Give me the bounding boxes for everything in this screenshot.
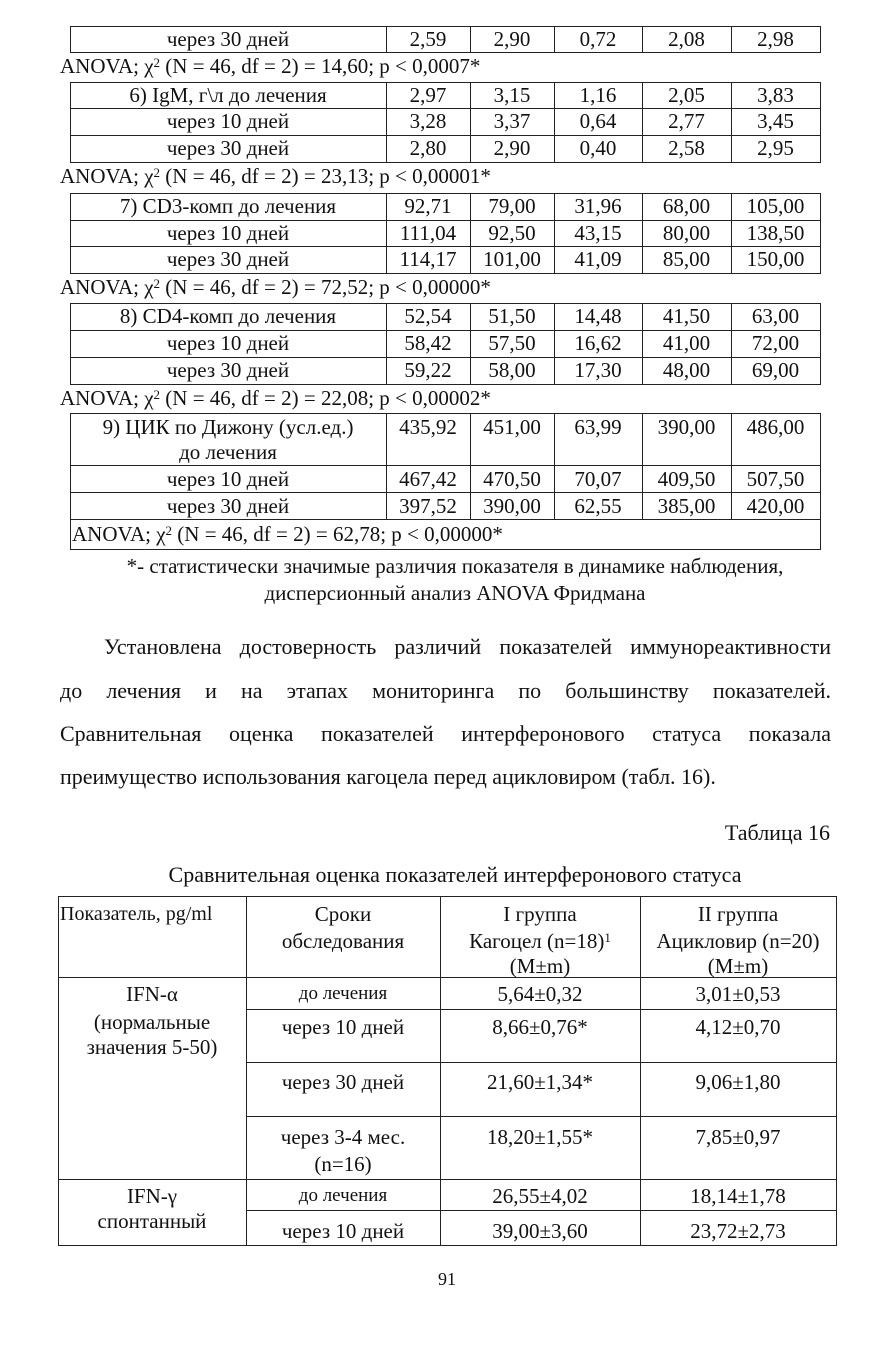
table-cell: 41,50: [662, 304, 711, 328]
table-cell: 63,99: [574, 415, 622, 439]
row-label: через 30 дней: [166, 358, 290, 382]
table-cell: 41,09: [574, 247, 622, 271]
table-cell: 0,64: [579, 109, 617, 133]
table-cell: 2,80: [409, 136, 447, 160]
table-cell: 467,42: [399, 467, 457, 491]
table-cell: 48,00: [662, 358, 711, 382]
table-cell: 2,05: [668, 83, 705, 107]
table-cell: 58,42: [404, 331, 452, 355]
table-cell: 59,22: [404, 358, 452, 382]
anova-result-3: ANOVA; $\chi^2$ (N = 46, df = 2) = 72,52; p < 0,00000*: [60, 275, 491, 299]
table-cell: 41,00: [662, 331, 711, 355]
term-cell: до лечения: [298, 1185, 388, 1206]
header-group2-drug: Ацикловир (n=20): [656, 929, 820, 953]
term-cell: через 10 дней: [281, 1015, 405, 1039]
row-label: через 10 дней: [166, 467, 290, 491]
table-cell: 435,92: [399, 415, 457, 439]
table-cell: 2,95: [757, 136, 794, 160]
table-cell: 43,15: [574, 221, 622, 245]
header-group2-stat: (M±m): [707, 954, 769, 978]
table-cell: 2,98: [757, 27, 794, 51]
table-cell: 451,00: [483, 415, 541, 439]
table-cell: 2,77: [668, 109, 705, 133]
row-label: через 10 дней: [166, 221, 290, 245]
table-cell: 390,00: [657, 415, 716, 439]
table-cell: 507,50: [746, 467, 805, 491]
group2-cell: 3,01±0,53: [695, 982, 781, 1006]
table-cell: 3,83: [757, 83, 794, 107]
table-cell: 470,50: [483, 467, 541, 491]
header-indicator: Показатель, pg/ml: [60, 903, 213, 925]
table-cell: 101,00: [483, 247, 541, 271]
header-group1: I группа: [503, 902, 577, 926]
anova-result-2: ANOVA; $\chi^2$ (N = 46, df = 2) = 23,13; p < 0,00001*: [60, 164, 491, 188]
table-cell: 51,50: [488, 304, 536, 328]
anova-result-1: ANOVA; $\chi^2$ (N = 46, df = 2) = 14,60; p < 0,0007*: [60, 54, 481, 78]
paragraph-line1: Установлена достоверность различий показателей иммунореактивности: [104, 634, 831, 659]
term-cell: (n=16): [314, 1152, 372, 1176]
row-label: 9) ЦИК по Дижону (усл.ед.): [102, 415, 354, 439]
table-cell: 1,16: [579, 83, 617, 107]
row-label: 8) CD4-комп до лечения: [119, 304, 337, 328]
paragraph-line4: преимущество использования кагоцела перед ацикловиром (табл. 16).: [60, 764, 716, 789]
group2-cell: 4,12±0,70: [695, 1015, 781, 1039]
table-cell: 62,55: [574, 494, 622, 518]
table-cell: 114,17: [399, 247, 457, 271]
anova-result-4: ANOVA; $\chi^2$ (N = 46, df = 2) = 22,08; p < 0,00002*: [60, 386, 491, 410]
paragraph-line3: Сравнительная оценка показателей интерферонового статуса показала: [60, 721, 831, 746]
table-cell: 3,28: [409, 109, 447, 133]
table-cell: 58,00: [488, 358, 536, 382]
group1-cell: 8,66±0,76*: [492, 1015, 588, 1039]
table-cell: 0,40: [579, 136, 617, 160]
group2-cell: 9,06±1,80: [695, 1070, 781, 1094]
term-cell: через 10 дней: [281, 1219, 405, 1243]
table-cell: 3,37: [493, 109, 531, 133]
table-cell: 390,00: [483, 494, 541, 518]
table-cell: 79,00: [488, 194, 536, 218]
row-label: через 30 дней: [166, 494, 290, 518]
table-cell: 138,50: [746, 221, 805, 245]
ifn-alpha-note: значения 5-50): [86, 1035, 218, 1059]
row-label: 7) CD3-комп до лечения: [119, 194, 337, 218]
table-cell: 105,00: [746, 194, 805, 218]
table-cell: 397,52: [399, 494, 457, 518]
group1-cell: 26,55±4,02: [492, 1184, 588, 1208]
page-number: 91: [438, 1269, 456, 1289]
ifn-gamma-note: спонтанный: [97, 1209, 207, 1233]
paragraph-line2: до лечения и на этапах мониторинга по большинству показателей.: [60, 678, 831, 703]
ifn-gamma-label: IFN-γ: [126, 1184, 178, 1208]
table-cell: 409,50: [657, 467, 716, 491]
header-group1-stat: (M±m): [509, 954, 571, 978]
anova-result-5: ANOVA; $\chi^2$ (N = 46, df = 2) = 62,78; p < 0,00000*: [72, 522, 503, 546]
header-term: обследования: [281, 929, 405, 953]
table-cell: 2,59: [409, 27, 447, 51]
table-cell: 14,48: [574, 304, 622, 328]
table-cell: 150,00: [746, 247, 805, 271]
ifn-alpha-note: (нормальные: [93, 1010, 211, 1034]
row-label: через 30 дней: [166, 27, 290, 51]
table-cell: 70,07: [574, 467, 622, 491]
group1-cell: 39,00±3,60: [492, 1219, 588, 1243]
term-cell: через 30 дней: [281, 1070, 405, 1094]
table-cell: 2,58: [668, 136, 705, 160]
table-cell: 420,00: [746, 494, 805, 518]
table-cell: 17,30: [574, 358, 622, 382]
table-cell: 72,00: [751, 331, 800, 355]
table-cell: 2,90: [493, 27, 531, 51]
group2-cell: 23,72±2,73: [690, 1219, 786, 1243]
group1-cell: 5,64±0,32: [497, 982, 583, 1006]
table-footnote-line1: *- статистически значимые различия показателя в динамике наблюдения,: [126, 554, 784, 578]
table-cell: 92,71: [404, 194, 452, 218]
table-cell: 486,00: [746, 415, 805, 439]
table-cell: 2,97: [409, 83, 447, 107]
table-cell: 85,00: [662, 247, 711, 271]
table-cell: 385,00: [657, 494, 716, 518]
row-label: через 30 дней: [166, 136, 290, 160]
table-cell: 68,00: [662, 194, 711, 218]
table-cell: 80,00: [662, 221, 711, 245]
header-group2: II группа: [697, 902, 779, 926]
table-number: Таблица 16: [724, 820, 830, 845]
table-cell: 3,15: [493, 83, 531, 107]
row-label: через 10 дней: [166, 109, 290, 133]
group2-cell: 18,14±1,78: [690, 1184, 786, 1208]
row-label: через 10 дней: [166, 331, 290, 355]
term-cell: до лечения: [298, 983, 388, 1004]
group1-cell: 18,20±1,55*: [486, 1125, 594, 1149]
table-cell: 0,72: [579, 27, 617, 51]
table-footnote-line2: дисперсионный анализ ANOVA Фридмана: [264, 581, 646, 605]
group1-cell: 21,60±1,34*: [486, 1070, 594, 1094]
header-term: Сроки: [314, 902, 372, 926]
table-cell: 3,45: [757, 109, 794, 133]
table-cell: 111,04: [399, 221, 457, 245]
row-label: до лечения: [179, 440, 277, 464]
table-cell: 63,00: [751, 304, 800, 328]
table-cell: 57,50: [488, 331, 536, 355]
table-cell: 92,50: [488, 221, 536, 245]
group2-cell: 7,85±0,97: [695, 1125, 781, 1149]
table-cell: 69,00: [751, 358, 800, 382]
header-group1-drug: Кагоцел (n=18)$^1$: [469, 929, 611, 953]
table-cell: 52,54: [404, 304, 452, 328]
table-cell: 16,62: [574, 331, 622, 355]
table-cell: 2,08: [668, 27, 705, 51]
table-cell: 31,96: [574, 194, 622, 218]
table-cell: 2,90: [493, 136, 531, 160]
ifn-alpha-label: IFN-α: [126, 982, 178, 1006]
table-title: Сравнительная оценка показателей интерферонового статуса: [168, 862, 742, 887]
row-label: 6) IgM, г\л до лечения: [129, 83, 327, 107]
term-cell: через 3-4 мес.: [280, 1125, 406, 1149]
row-label: через 30 дней: [166, 247, 290, 271]
